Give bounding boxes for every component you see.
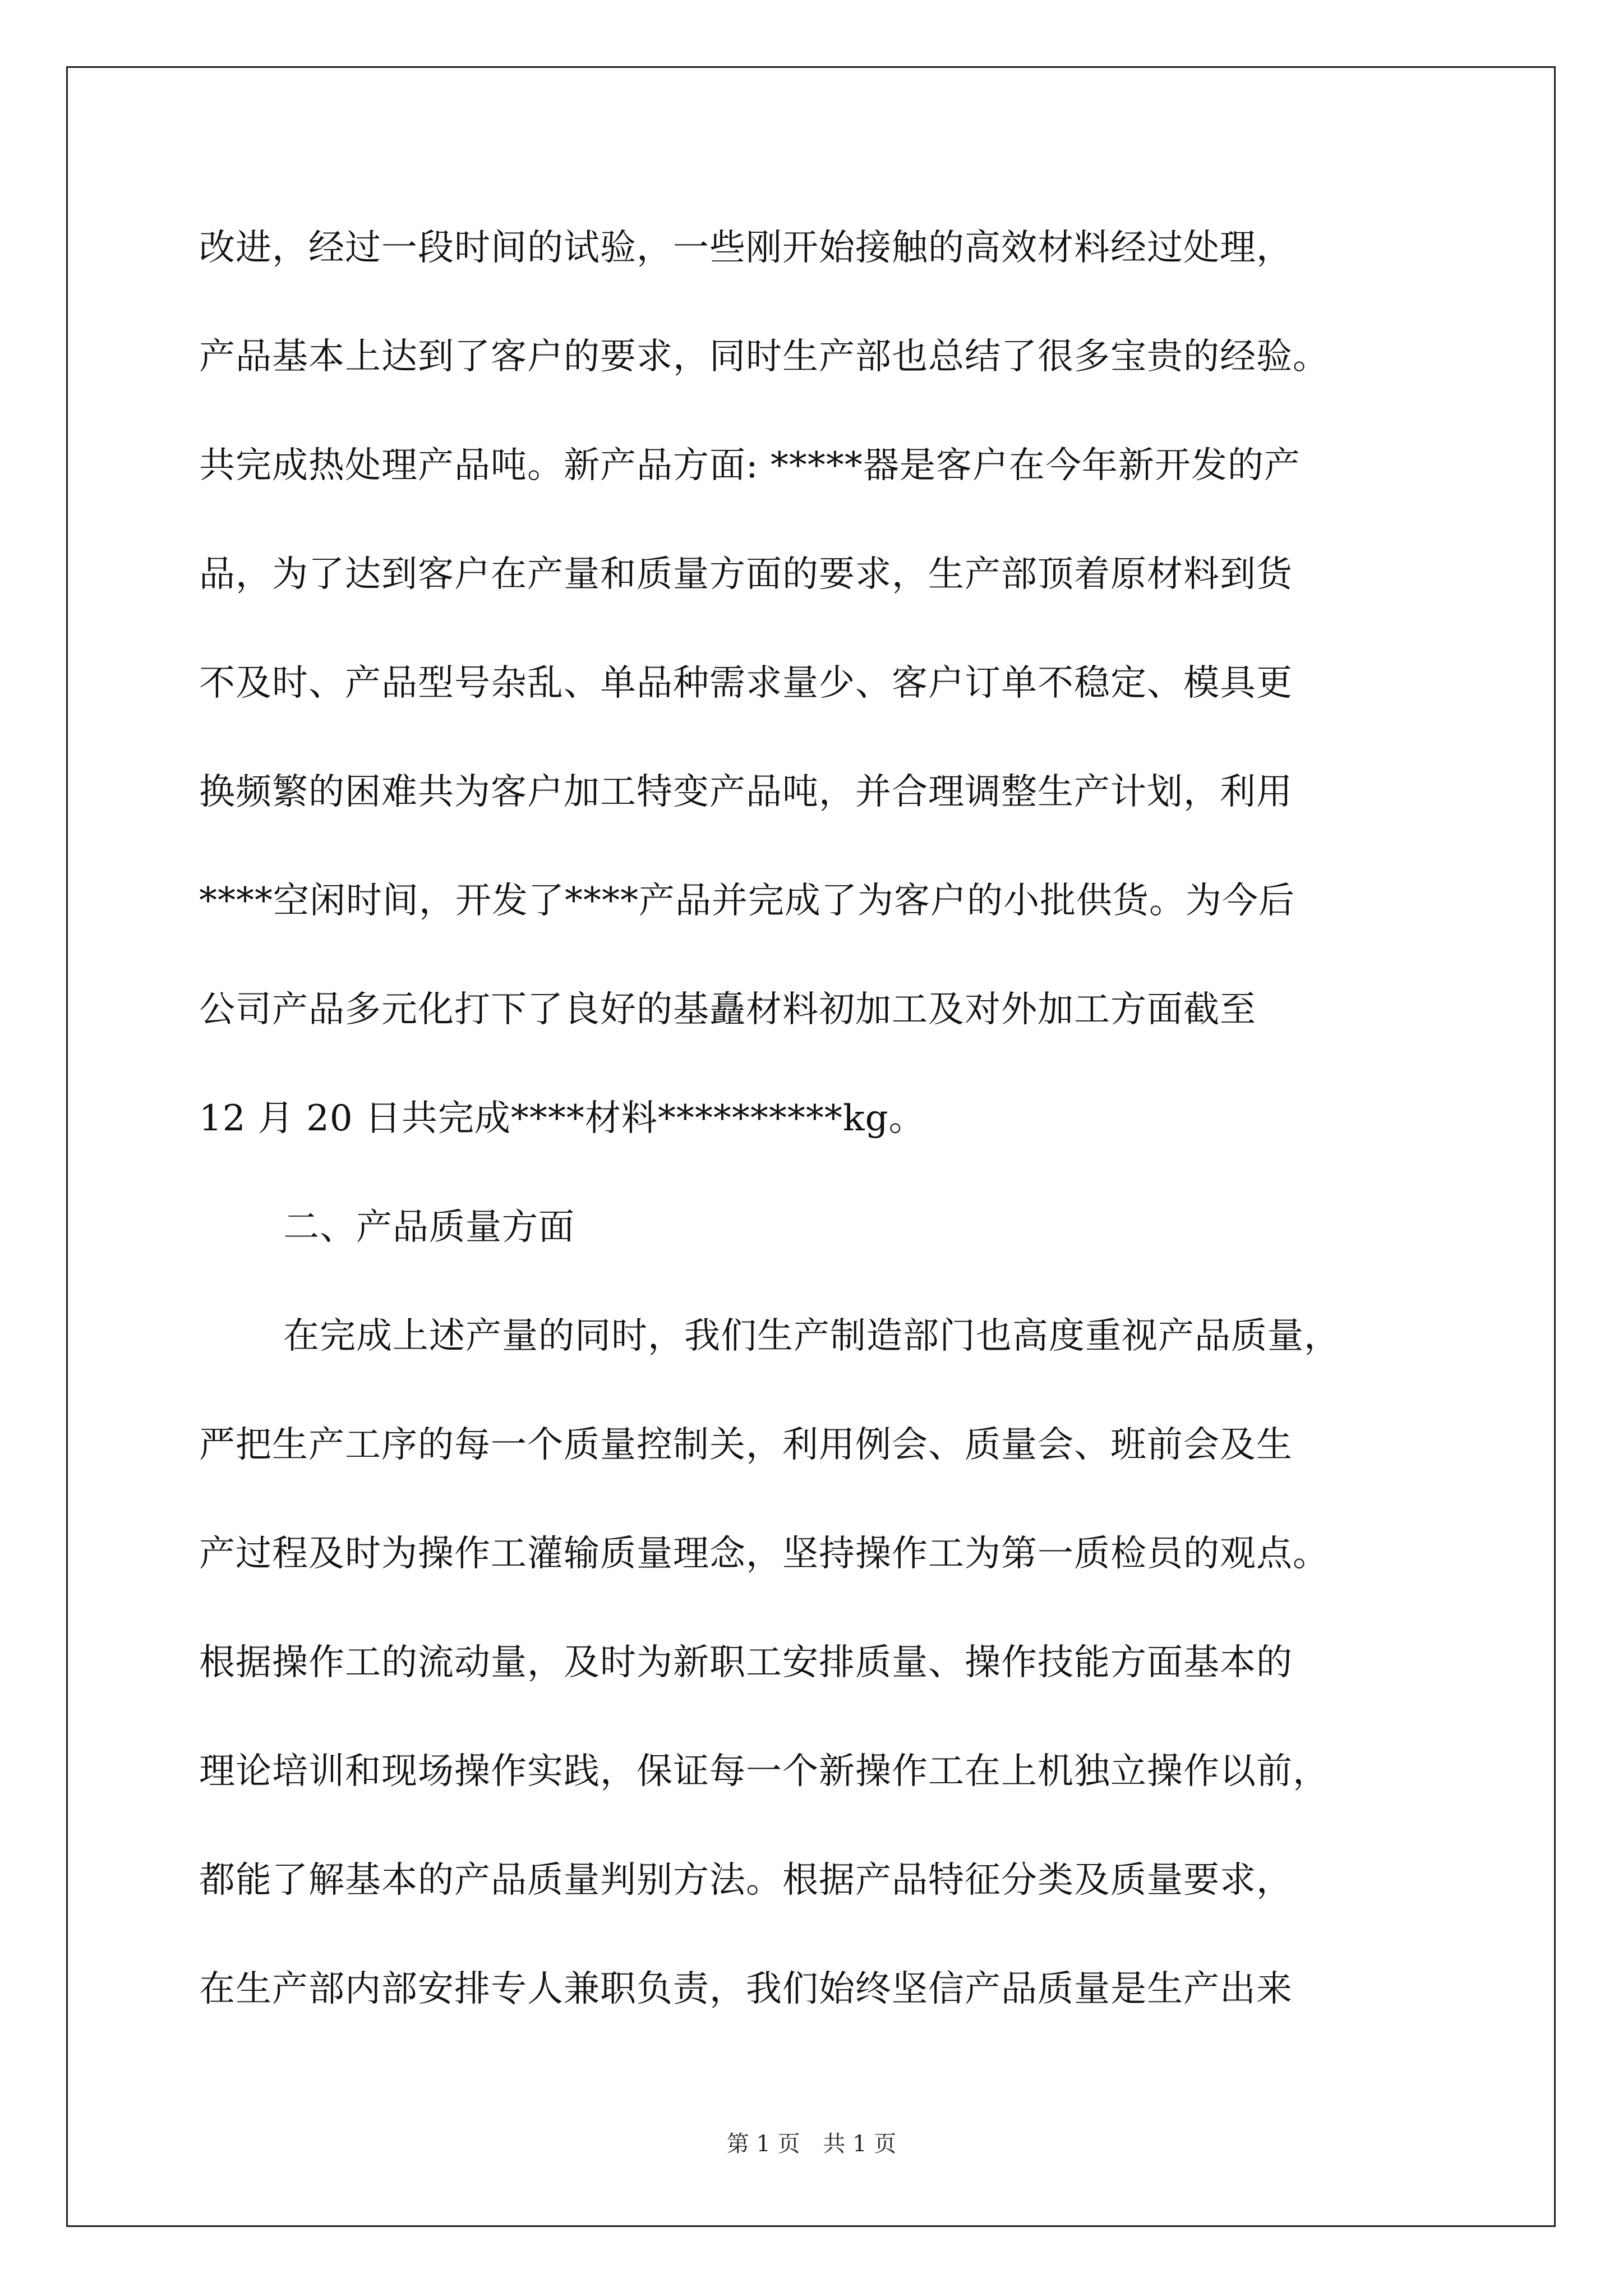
text-line: 改进，经过一段时间的试验，一些刚开始接触的高效材料经过处理，	[199, 227, 1293, 269]
text-line: 严把生产工序的每一个质量控制关，利用例会、质量会、班前会及生	[199, 1424, 1293, 1466]
document-body	[199, 194, 1433, 2044]
text-line: 在生产部内部安排专人兼职负责，我们始终坚信产品质量是生产出来	[199, 1968, 1293, 2010]
text-line: 不及时、产品型号杂乱、单品种需求量少、客户订单不稳定、模具更	[199, 662, 1293, 704]
text-line: 品，为了达到客户在产量和质量方面的要求，生产部顶着原材料到货	[199, 554, 1293, 595]
text-line: ****空闲时间，开发了****产品并完成了为客户的小批供货。为今后	[199, 880, 1295, 922]
text-line: 根据操作工的流动量，及时为新职工安排质量、操作技能方面基本的	[199, 1642, 1293, 1683]
page-number: 第 1 页	[726, 2131, 800, 2157]
page-footer	[0, 2126, 1623, 2158]
text-line: 产品基本上达到了客户的要求，同时生产部也总结了很多宝贵的经验。	[199, 336, 1329, 378]
text-line: 公司产品多元化打下了良好的基矗材料初加工及对外加工方面截至	[199, 989, 1256, 1030]
text-line: 在完成上述产量的同时，我们生产制造部门也高度重视产品质量，	[283, 1315, 1340, 1357]
text-line: 产过程及时为操作工灌输质量理念，坚持操作工为第一质检员的观点。	[199, 1533, 1329, 1575]
page-total: 共 1 页	[823, 2131, 897, 2157]
section-heading: 二、产品质量方面	[283, 1207, 575, 1248]
text-line: 12 月 20 日共完成****材料**********kg。	[199, 1098, 925, 1139]
text-line: 换频繁的困难共为客户加工特变产品吨，并合理调整生产计划，利用	[199, 771, 1293, 813]
text-line: 都能了解基本的产品质量判别方法。根据产品特征分类及质量要求，	[199, 1860, 1293, 1901]
text-line: 理论培训和现场操作实践，保证每一个新操作工在上机独立操作以前，	[199, 1751, 1329, 1792]
text-line: 共完成热处理产品吨。新产品方面: *****器是客户在今年新开发的产	[199, 445, 1301, 486]
